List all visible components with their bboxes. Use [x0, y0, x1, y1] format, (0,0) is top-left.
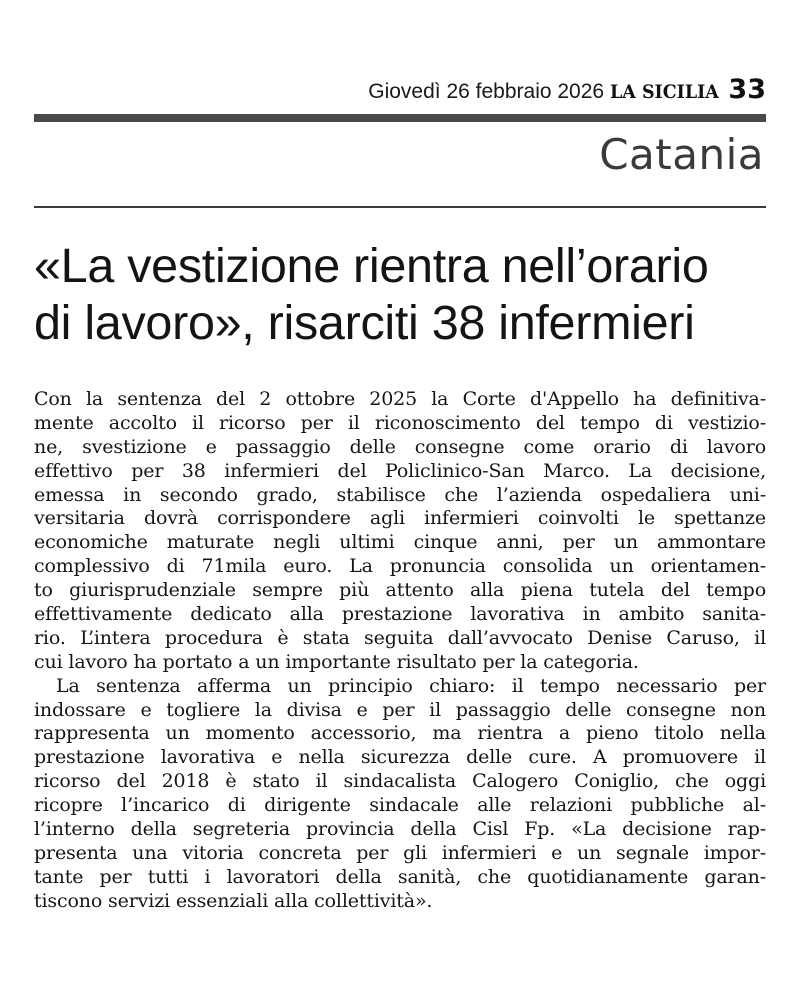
body-line: effettivo per 38 infermieri del Policlinico-San Marco. La decisione, — [34, 459, 766, 482]
body-line: economiche maturate negli ultimi cinque anni, per un ammontare — [34, 531, 766, 554]
page-number: 33 — [728, 74, 766, 105]
body-line: effettivamente dedicato alla prestazione lavorativa in ambito sanita- — [34, 603, 766, 626]
body-line: presenta una vitoria concreta per gli infermieri e un segnale impor- — [34, 841, 766, 864]
body-line: to giurisprudenziale sempre più attento alla piena tutela del tempo — [34, 579, 766, 602]
section-title: Catania — [599, 130, 764, 179]
body-line: ricopre l’incarico di dirigente sindacale alle relazioni pubbliche al- — [34, 794, 766, 817]
body-line: cui lavoro ha portato a un importante risultato per la categoria. — [34, 650, 639, 673]
body-line: emessa in secondo grado, stabilisce che l’azienda ospedaliera uni- — [34, 483, 766, 506]
body-line: rappresenta un momento accessorio, ma rientra a pieno titolo nella — [34, 722, 766, 745]
paragraph-1 — [34, 388, 766, 675]
page-header — [368, 74, 766, 104]
paragraph-2 — [34, 675, 766, 914]
body-line: ricorso del 2018 è stato il sindacalista Calogero Coniglio, che oggi — [34, 770, 766, 793]
section-rule — [34, 206, 766, 208]
body-line: versitaria dovrà corrispondere agli infermieri coinvolti le spettanze — [34, 507, 766, 530]
body-line: indossare e togliere la divisa e per il passaggio delle consegne non — [34, 698, 766, 721]
body-line: rio. L’intera procedura è stata seguita dall’avvocato Denise Caruso, il — [34, 626, 766, 649]
body-line: tiscono servizi essenziali alla collettività». — [34, 889, 433, 912]
body-line: ne, svestizione e passaggio delle consegne come orario di lavoro — [34, 435, 766, 458]
body-line: tante per tutti i lavoratori della sanità, che quotidianamente garan- — [34, 865, 766, 888]
body-line: complessivo di 71mila euro. La pronuncia consolida un orientamen- — [34, 555, 766, 578]
article-headline — [34, 238, 774, 352]
body-line: La sentenza afferma un principio chiaro: il tempo necessario per — [56, 674, 766, 697]
headline-line: di lavoro», risarciti 38 infermieri — [34, 296, 695, 350]
issue-date: Giovedì 26 febbraio 2026 — [368, 80, 605, 103]
headline-line: «La vestizione rientra nell’orario — [34, 239, 709, 293]
body-line: l’interno della segreteria provincia della Cisl Fp. «La decisione rap- — [34, 818, 766, 841]
body-line: Con la sentenza del 2 ottobre 2025 la Corte d'Appello ha definitiva- — [34, 388, 766, 410]
header-rule — [34, 114, 766, 122]
body-line: prestazione lavorativa e nella sicurezza delle cure. A promuovere il — [34, 746, 766, 769]
article-body — [34, 388, 766, 914]
newspaper-masthead: LA SICILIA — [610, 81, 719, 103]
body-line: mente accolto il ricorso per il riconoscimento del tempo di vestizio- — [34, 411, 766, 434]
